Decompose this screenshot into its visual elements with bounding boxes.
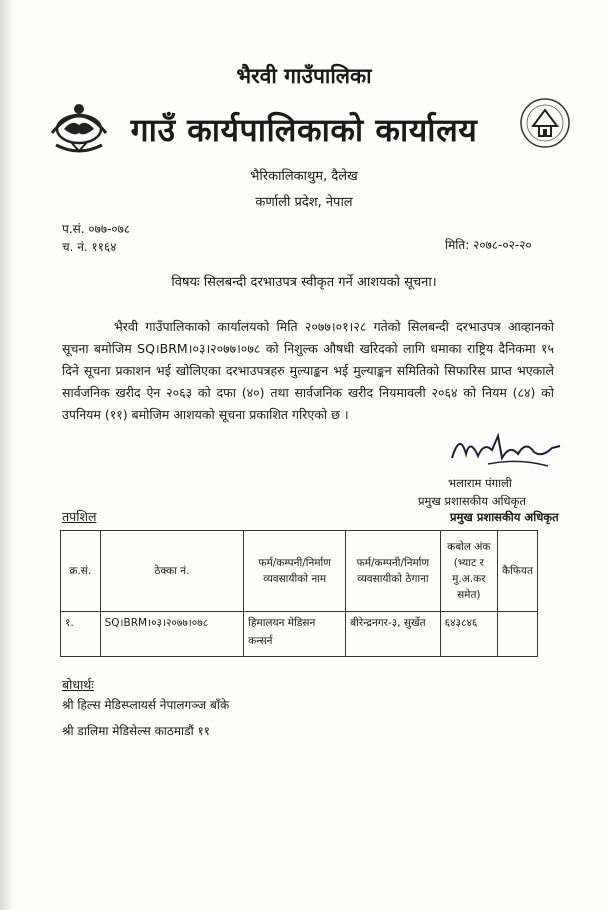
col-serial: क्र.सं. [61, 531, 101, 612]
office-title: गाउँ कार्यपालिकाको कार्यालय [130, 111, 478, 149]
letter-subject: विषयः सिलबन्दी दरभाउपत्र स्वीकृत गर्ने आशयको सूचना। [171, 275, 437, 290]
official-stamp-title: प्रमुख प्रशासकीय अधिकृत [450, 510, 559, 524]
handwritten-signature [448, 428, 568, 474]
details-label: तपशिल [62, 509, 97, 524]
cell-serial: १. [61, 612, 101, 657]
col-firm-name: फर्म/कम्पनी/निर्माण व्यवसायीको नाम [244, 531, 346, 612]
cell-firm-name: हिमालयन मेडिसन कन्सर्न [244, 612, 346, 657]
table-row [61, 612, 538, 657]
copy-recipient: श्री डालिमा मेडिसेल्स काठमाडौं ११ [62, 724, 210, 738]
notice-body: भैरवी गाउँपालिकाको कार्यालयको मिति २०७७।०१।२८ गतेको सिलबन्दी दरभाउपत्र आव्हानको सूचना बमोजिम SQ।BRM।०३।२०७७।०७८ को निशुल्क औषधी खरिदको लागि धमाका राष्ट्रिय दैनिकमा १५ दिने सूचना प्रकाशन भई खोलिएका दरभाउपत्रहरु मुल्याङ्कन भई मुल्याङ्कन समितिको सिफारिस प्राप्त भएकाले सार्वजनिक खरीद ऐन २०६३ को दफा (४०) तथा सार्वजनिक खरीद नियमावली २०६४ को नियम (८४) को उपनियम (११) बमोजिम आशयको सूचना प्रकाशित गरिएको छ । [62, 319, 554, 422]
copy-recipient: श्री हिल्स मेडिस्प्लायर्स नेपालगञ्ज बाँके [62, 698, 230, 712]
signatory-name: भलाराम पंगाली [448, 476, 512, 490]
col-contract-no: ठेक्का नं. [100, 531, 244, 612]
cell-bid-amount: ६४३८४६ [440, 612, 497, 657]
signatory-title: प्रमुख प्रशासकीय अधिकृत [418, 494, 526, 508]
col-firm-address: फर्म/कम्पनी/निर्माण व्यवसायीको ठेगाना [346, 531, 441, 612]
copy-to-label: बोधार्थः [62, 677, 94, 692]
letter-date: मिति: २०७८-०२-२० [445, 238, 532, 252]
cell-firm-address: बीरेन्द्रनगर-३, सुर्खेत [346, 612, 441, 657]
table-header-row [61, 531, 538, 612]
col-bid-amount: कबोल अंक (भ्याट र मु.अ.कर समेत) [440, 531, 497, 612]
letter-reference-number: प.सं. ०७७-०७८ [62, 222, 131, 236]
dispatch-number: च. नं. ११६४ [62, 240, 117, 254]
bid-details-table [60, 530, 538, 657]
col-remarks: कैफियत [497, 531, 537, 612]
cell-contract-no: SQ।BRM।०३।२०७७।०७८ [100, 612, 244, 657]
office-address: भैरिकालिकाथुम, दैलेख [250, 169, 358, 184]
office-province: कर्णाली प्रदेश, नेपाल [255, 195, 353, 210]
municipality-name: भैरवी गाउँपालिका [236, 64, 372, 88]
cell-remarks [497, 612, 537, 657]
